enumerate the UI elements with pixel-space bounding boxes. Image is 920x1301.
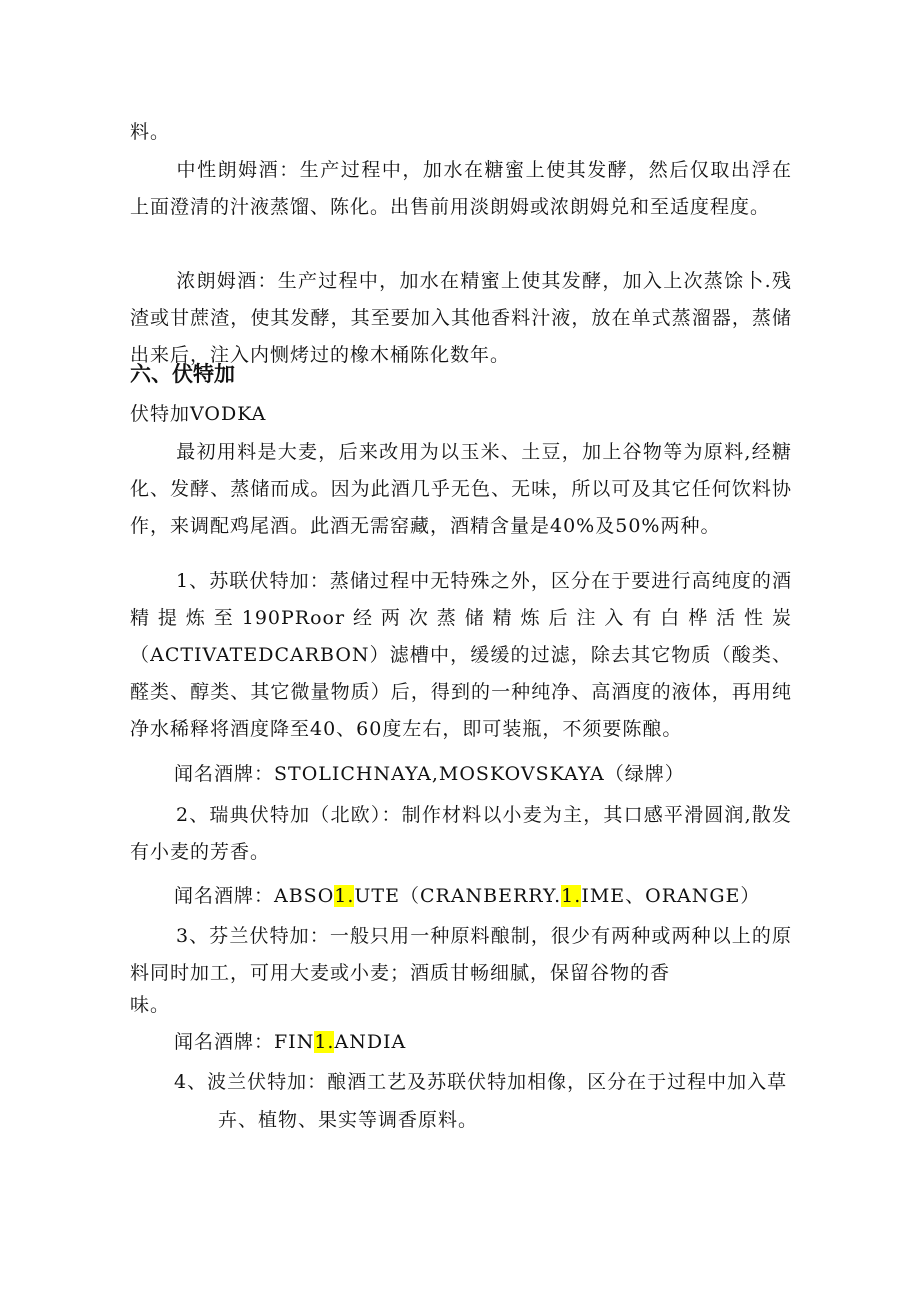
paragraph-polish-vodka: 4、波兰伏特加：酿酒工艺及苏联伏特加相像，区分在于过程中加入草 <box>174 1071 788 1093</box>
paragraph-vodka-intro <box>130 434 792 545</box>
highlight-mark: 1. <box>561 885 582 907</box>
brand-line-swedish: 闻名酒牌：ABSO1.UTE（CRANBERRY.1.IME、ORANGE） <box>174 885 761 907</box>
paragraph-heavy-rum <box>130 263 792 374</box>
paragraph-text: 浓朗姆酒：生产过程中，加水在精蜜上使其发酵，加入上次蒸馀卜.残渣或甘蔗渣，使其发酵，其至要加入其他香料汁液，放在单式蒸溜器，蒸储出来后，注入内恻烤过的橡木桶陈化数年。 <box>130 270 792 366</box>
paragraph-text: 2、瑞典伏特加（北欧）：制作材料以小麦为主，其口感平滑圆润,散发有小麦的芳香。 <box>130 804 792 863</box>
highlight-mark: 1. <box>314 1031 335 1053</box>
paragraph-continuation: 料。 <box>130 121 171 143</box>
brand-line-soviet: 闻名酒牌：STOLICHNAYA,MOSKOVSKAYA（绿牌） <box>174 763 685 785</box>
paragraph-finnish-vodka-end: 味。 <box>130 994 171 1016</box>
paragraph-text: 1、苏联伏特加：蒸储过程中无特殊之外，区分在于要进行高纯度的酒精提炼至190PRoor经两次蒸储精炼后注入有白桦活性炭（ACTIVATEDCARBON）滤槽中，缓缓的过滤，除去其它物质（酸类、醛类、醇类、其它微量物质）后，得到的一种纯净、高酒度的液体，再用纯净水稀释将酒度降至40、60度左右，即可装瓶，不须要陈酿。 <box>130 570 792 740</box>
paragraph-soviet-vodka <box>130 563 792 748</box>
brand-line-finnish: 闻名酒牌：FIN1.ANDIA <box>174 1031 407 1053</box>
paragraph-swedish-vodka <box>130 797 792 871</box>
section-heading: 六、伏特加 <box>130 362 235 386</box>
paragraph-text: 中性朗姆酒：生产过程中，加水在糖蜜上使其发酵，然后仅取出浮在上面澄清的汁液蒸馏、陈化。出售前用淡朗姆或浓朗姆兑和至适度程度。 <box>130 159 792 218</box>
subheading: 伏特加VODKA <box>130 403 267 425</box>
highlight-mark: 1. <box>334 885 355 907</box>
paragraph-text: 最初用料是大麦，后来改用为以玉米、土豆，加上谷物等为原料,经糖化、发酵、蒸储而成。因为此酒几乎无色、无味，所以可及其它任何饮料协作，来调配鸡尾酒。此酒无需窑藏，酒精含量是40%及50%两种。 <box>130 441 792 537</box>
paragraph-polish-vodka-end: 卉、植物、果实等调香原料。 <box>218 1109 479 1131</box>
paragraph-neutral-rum <box>130 152 792 226</box>
paragraph-finnish-vodka <box>130 918 792 992</box>
paragraph-text: 3、芬兰伏特加：一般只用一种原料酿制，很少有两种或两种以上的原料同时加工，可用大麦或小麦；酒质甘畅细腻，保留谷物的香 <box>130 925 792 984</box>
